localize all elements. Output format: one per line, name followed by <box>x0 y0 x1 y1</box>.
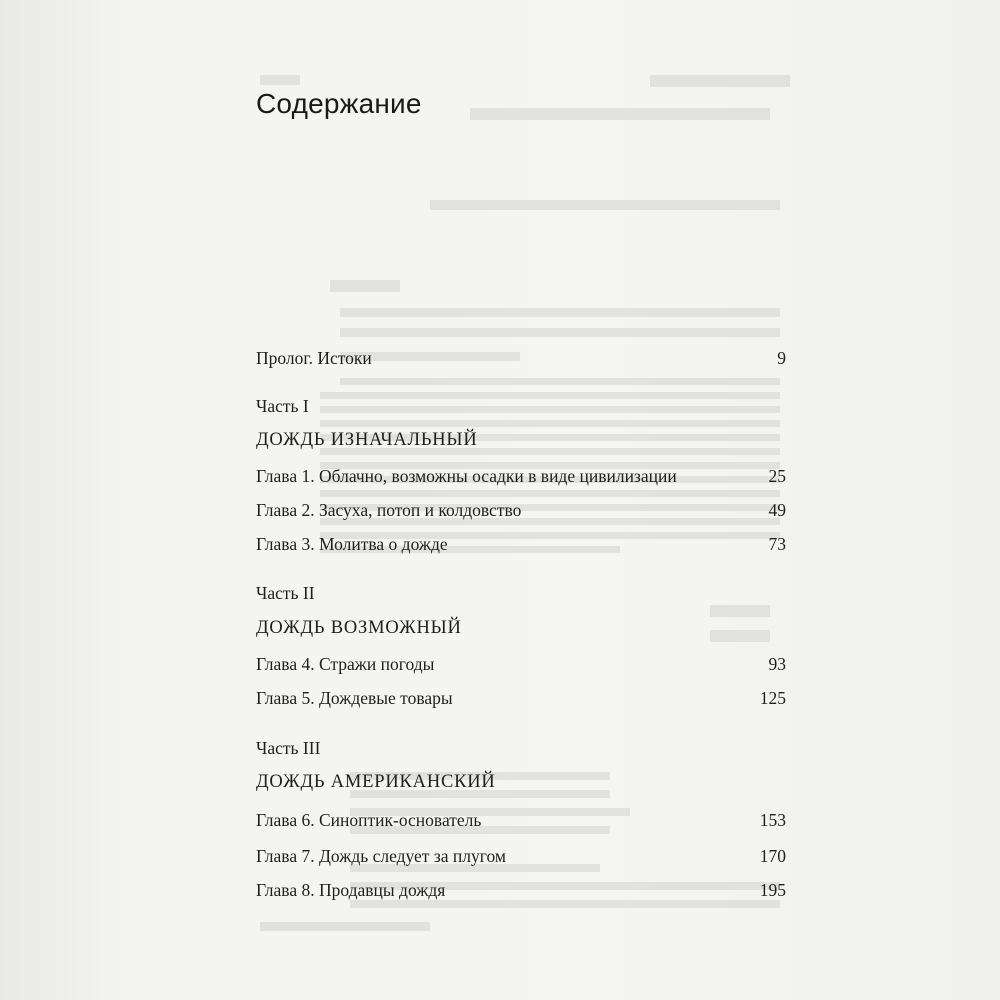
toc-entry-chapter-7[interactable] <box>256 842 786 870</box>
toc-entry-chapter-6[interactable] <box>256 806 786 834</box>
toc-entry-chapter-2[interactable] <box>256 496 786 524</box>
toc-entry-page: 93 <box>768 653 786 674</box>
part-label-text: Часть II <box>256 582 315 603</box>
toc-entry-page: 170 <box>759 845 786 866</box>
toc-entry-chapter-4[interactable] <box>256 650 786 678</box>
toc-entry-chapter-3[interactable] <box>256 530 786 558</box>
toc-entry-page: 195 <box>759 879 786 900</box>
toc-entry-page: 9 <box>777 347 786 368</box>
toc-entry-label: Глава 5. Дождевые товары <box>256 687 453 708</box>
toc-entry-label: Глава 3. Молитва о дожде <box>256 533 448 554</box>
toc-entry-page: 153 <box>759 809 786 830</box>
toc-entry-chapter-5[interactable] <box>256 684 786 712</box>
toc-entry-chapter-8[interactable] <box>256 876 786 904</box>
toc-entry-label: Глава 8. Продавцы дождя <box>256 879 446 900</box>
part-title <box>256 426 786 454</box>
part-label <box>256 734 786 762</box>
toc-entry-label: Глава 2. Засуха, потоп и колдовство <box>256 499 522 520</box>
toc-entry-label: Глава 6. Синоптик-основатель <box>256 809 482 830</box>
toc-entry-chapter-1[interactable] <box>256 462 786 490</box>
toc-entry-label: Пролог. Истоки <box>256 347 372 368</box>
page-title: Содержание <box>256 88 422 119</box>
part-label-text: Часть III <box>256 737 321 758</box>
part-label <box>256 579 786 607</box>
part-title <box>256 614 786 642</box>
toc-entry-page: 49 <box>768 499 786 520</box>
toc-entry-page: 25 <box>768 465 786 486</box>
toc-entry-page: 73 <box>768 533 786 554</box>
part-title-text: ДОЖДЬ АМЕРИКАНСКИЙ <box>256 771 496 792</box>
part-title-text: ДОЖДЬ ИЗНАЧАЛЬНЫЙ <box>256 429 478 450</box>
toc-entry-page: 125 <box>759 687 786 708</box>
toc-entry-label: Глава 4. Стражи погоды <box>256 653 435 674</box>
toc-entry-label: Глава 7. Дождь следует за плугом <box>256 845 506 866</box>
toc-entry-prologue[interactable] <box>256 344 786 372</box>
part-label-text: Часть I <box>256 395 309 416</box>
part-label <box>256 392 786 420</box>
part-title-text: ДОЖДЬ ВОЗМОЖНЫЙ <box>256 617 462 638</box>
part-title <box>256 768 786 796</box>
toc-entry-label: Глава 1. Облачно, возможны осадки в виде цивилизации <box>256 465 677 486</box>
